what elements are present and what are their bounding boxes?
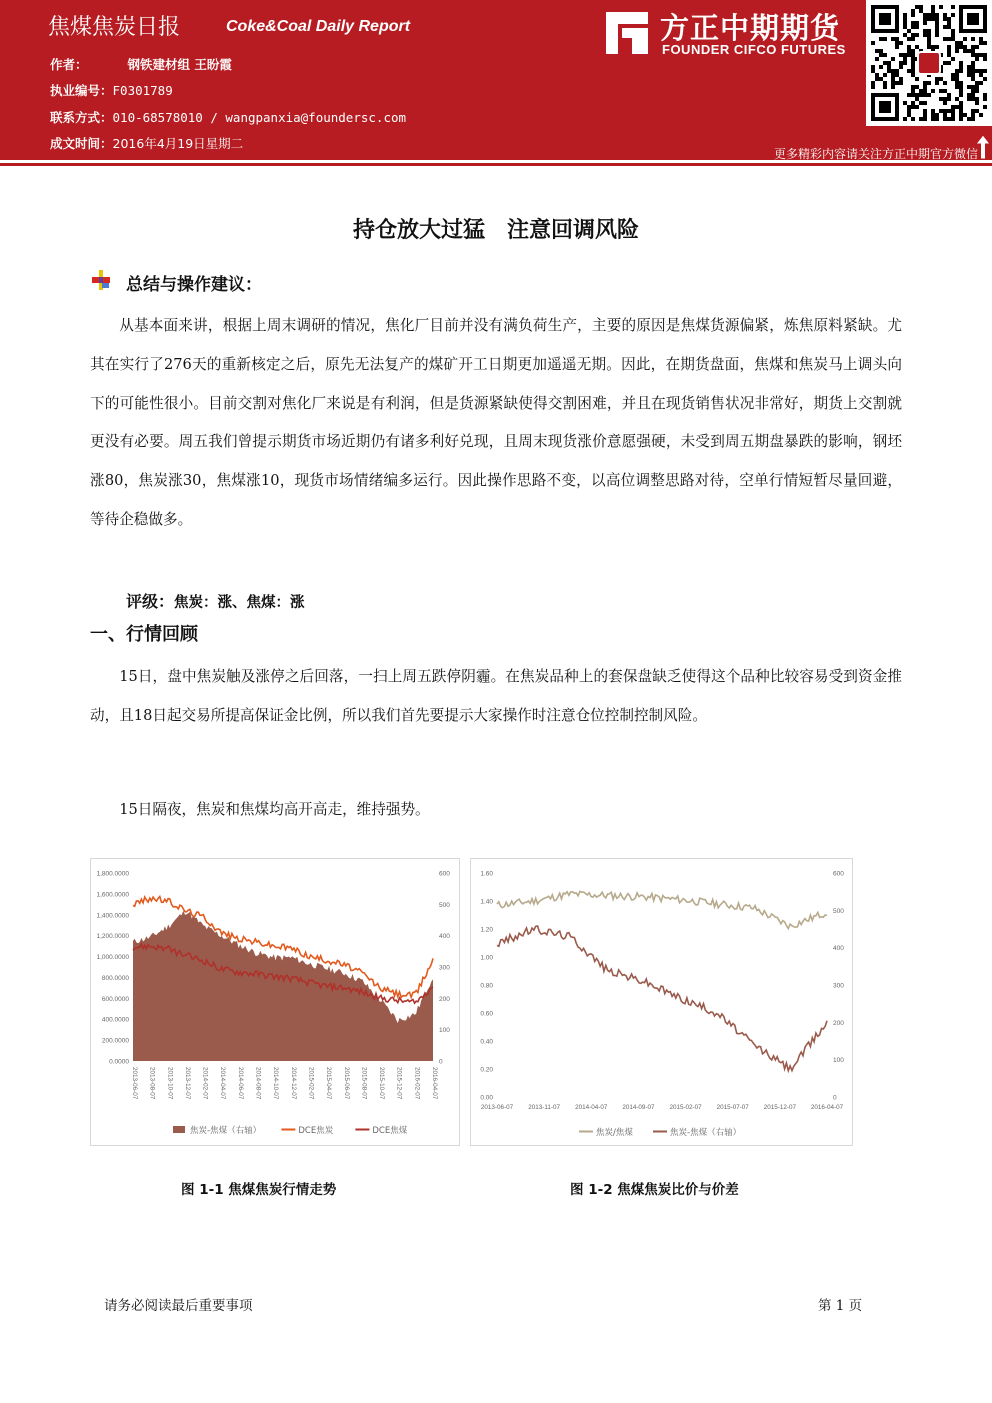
header-divider — [0, 163, 992, 166]
x-tick-label: 2015-02-07 — [669, 1104, 702, 1111]
y-left-tick-label: 0.80 — [480, 982, 493, 990]
y-left-tick-label: 0.40 — [480, 1038, 493, 1046]
market-review-paragraph-2: 15日隔夜，焦炭和焦煤均高开高走，维持强势。 — [119, 801, 430, 818]
x-tick-label: 2015-12-07 — [763, 1104, 796, 1111]
y-right-tick-label: 500 — [439, 901, 450, 909]
x-tick-label: 2013-08-07 — [148, 1067, 156, 1100]
legend-label: 焦炭/焦煤 — [596, 1128, 633, 1138]
series-line-1 — [497, 926, 827, 1071]
x-tick-label: 2014-02-07 — [201, 1067, 209, 1100]
company-name-en: FOUNDER CIFCO FUTURES — [662, 42, 846, 57]
arrow-up-icon — [975, 134, 991, 160]
x-tick-label: 2014-09-07 — [622, 1104, 655, 1111]
x-tick-label: 2016-04-07 — [431, 1067, 438, 1100]
report-header — [0, 0, 992, 160]
y-left-tick-label: 800.0000 — [101, 974, 129, 982]
x-tick-label: 2016-02-07 — [413, 1067, 421, 1100]
x-tick-label: 2014-12-07 — [289, 1067, 297, 1100]
y-left-tick-label: 0.00 — [480, 1094, 493, 1102]
y-left-tick-label: 1.00 — [480, 954, 493, 962]
x-tick-label: 2013-06-07 — [480, 1104, 514, 1111]
x-tick-label: 2015-12-07 — [395, 1067, 403, 1100]
y-left-tick-label: 1,600.0000 — [96, 891, 129, 899]
x-tick-label: 2014-10-07 — [272, 1067, 280, 1100]
section-bullet-icon — [92, 270, 110, 290]
y-left-tick-label: 1,400.0000 — [96, 912, 129, 920]
legend-swatch — [173, 1126, 185, 1133]
y-left-tick-label: 1,800.0000 — [96, 870, 129, 878]
y-right-tick-label: 500 — [833, 907, 844, 915]
y-left-tick-label: 200.0000 — [101, 1037, 129, 1045]
x-tick-label: 2015-10-07 — [378, 1067, 386, 1100]
y-left-tick-label: 0.60 — [480, 1010, 493, 1018]
figure-2-caption: 图 1-2 焦煤焦炭比价与价差 — [570, 1182, 739, 1198]
series-area-0 — [133, 911, 433, 1061]
x-tick-label: 2015-02-07 — [307, 1067, 315, 1100]
x-tick-label: 2013-12-07 — [183, 1067, 191, 1100]
x-tick-label: 2016-04-07 — [810, 1104, 844, 1111]
y-right-tick-label: 400 — [833, 945, 844, 953]
series-line-0 — [497, 891, 827, 928]
wechat-qr-code — [866, 0, 992, 126]
legend-label: DCE焦煤 — [372, 1126, 408, 1136]
y-left-tick-label: 1,200.0000 — [96, 933, 129, 941]
y-left-tick-label: 1.40 — [480, 898, 493, 906]
y-left-tick-label: 1.20 — [480, 926, 493, 934]
y-right-tick-label: 100 — [833, 1057, 844, 1065]
x-tick-label: 2013-06-07 — [131, 1067, 138, 1100]
x-tick-label: 2015-07-07 — [716, 1104, 749, 1111]
company-name-cn: 方正中期期货 — [660, 11, 841, 45]
license-line: 执业编号：F0301789 — [50, 83, 173, 98]
x-tick-label: 2013-10-07 — [166, 1067, 174, 1100]
x-tick-label: 2015-06-07 — [342, 1067, 350, 1100]
legend-label: 焦炭-焦煤（右轴） — [670, 1128, 742, 1138]
y-right-tick-label: 0 — [439, 1058, 443, 1066]
summary-heading: 总结与操作建议： — [126, 275, 262, 295]
y-right-tick-label: 400 — [439, 933, 450, 941]
y-right-tick-label: 200 — [833, 1019, 844, 1027]
rating-label: 评级： — [126, 592, 175, 611]
market-review-paragraph-1: 15日，盘中焦炭触及涨停之后回落，一扫上周五跌停阴霾。在焦炭品种上的套保盘缺乏使得这个品种比较容易受到资金推动，且18日起交易所提高保证金比例，所以我们首先要提示大家操作时注意仓位控制控制风险。 — [90, 668, 902, 724]
page-number: 第 1 页 — [818, 1298, 863, 1314]
y-left-tick-label: 0.0000 — [109, 1058, 129, 1066]
legend-label: DCE焦炭 — [298, 1126, 334, 1136]
summary-paragraph: 从基本面来讲，根据上周末调研的情况，焦化厂目前并没有满负荷生产，主要的原因是焦煤货源偏紧，炼焦原料紧缺。尤其在实行了276天的重新核定之后，原先无法复产的煤矿开工日期更加遥遥无期。因此，在期货盘面，焦煤和焦炭马上调头向下的可能性很小。目前交割对焦化厂来说是有利润，但是货源紧缺使得交割困难，并且在现货销售状况非常好，期货上交割就更没有必要。周五我们曾提示期货市场近期仍有诸多利好兑现，且周末现货涨价意愿强硬，未受到周五期盘暴跌的影响，钢坯涨80，焦炭涨30，焦煤涨10，现货市场情绪编多运行。因此操作思路不变，以高位调整思路对待，空单行情短暂尽量回避，等待企稳做多。 — [90, 317, 902, 528]
wechat-follow-note: 更多精彩内容请关注方正中期官方微信 — [773, 147, 978, 161]
figure-1-caption: 图 1-1 焦煤焦炭行情走势 — [181, 1182, 337, 1198]
y-right-tick-label: 100 — [439, 1027, 450, 1035]
document-title: 持仓放大过猛 注意回调风险 — [352, 218, 639, 243]
x-tick-label: 2015-04-07 — [325, 1067, 333, 1100]
x-tick-label: 2014-04-07 — [575, 1104, 608, 1111]
y-left-tick-label: 600.0000 — [101, 995, 129, 1003]
contact-line: 联系方式：010-68578010 / wangpanxia@foundersc.com — [50, 110, 407, 125]
y-right-tick-label: 600 — [439, 870, 450, 878]
chart-coke-coal-trend — [90, 858, 460, 1146]
report-title-en: Coke&Coal Daily Report — [226, 18, 411, 35]
author-line: 作者： 钢铁建材组 王盼霞 — [50, 57, 232, 72]
founder-logo-icon — [604, 10, 650, 56]
y-right-tick-label: 200 — [439, 995, 450, 1003]
x-tick-label: 2015-08-07 — [360, 1067, 368, 1100]
date-line: 成文时间：2016年4月19日星期二 — [50, 136, 244, 151]
y-left-tick-label: 1,000.0000 — [96, 954, 129, 962]
y-left-tick-label: 400.0000 — [101, 1016, 129, 1024]
rating-value: 焦炭：涨、焦煤：涨 — [174, 595, 305, 611]
rating-line — [126, 589, 305, 612]
x-tick-label: 2014-04-07 — [219, 1067, 227, 1100]
report-title-cn: 焦煤焦炭日报 — [48, 15, 181, 40]
x-tick-label: 2013-11-07 — [528, 1104, 561, 1111]
x-tick-label: 2014-08-07 — [254, 1067, 262, 1100]
y-left-tick-label: 0.20 — [480, 1066, 493, 1074]
y-right-tick-label: 300 — [833, 982, 844, 990]
legend-label: 焦炭-焦煤（右轴） — [190, 1126, 262, 1136]
chart-coke-coal-ratio-spread — [470, 858, 853, 1146]
y-right-tick-label: 0 — [833, 1094, 837, 1102]
x-tick-label: 2014-06-07 — [236, 1067, 244, 1100]
market-review-heading: 一、行情回顾 — [90, 624, 198, 645]
y-left-tick-label: 1.60 — [480, 870, 493, 878]
y-right-tick-label: 300 — [439, 964, 450, 972]
y-right-tick-label: 600 — [833, 870, 844, 878]
footer-notice: 请务必阅读最后重要事项 — [104, 1298, 253, 1314]
